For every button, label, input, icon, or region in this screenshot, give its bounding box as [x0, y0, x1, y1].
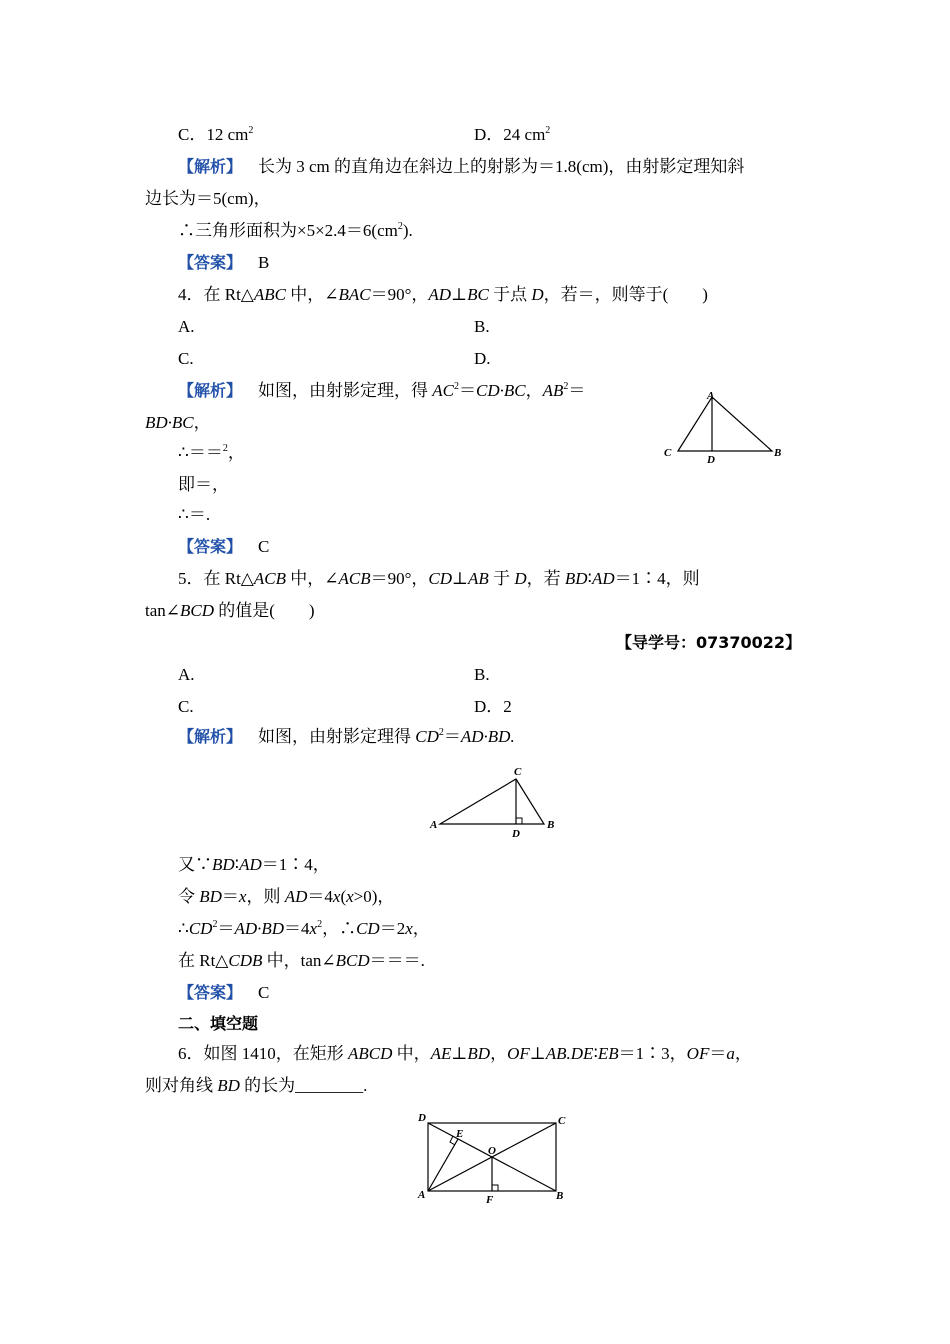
q4-label-d: D	[707, 454, 715, 466]
q4-answer: 【答案】 C	[178, 537, 270, 556]
q4-analysis-line2: BD·BC，	[145, 413, 211, 432]
answer-tag: 【答案】	[178, 537, 243, 556]
answer-tag: 【答案】	[178, 983, 243, 1002]
q5-analysis-line1: 【解析】 如图，由射影定理得 $CD^2=AD\cdot BD$.	[178, 727, 515, 746]
q6-stem-line1: 6．如图 1410，在矩形 ABCD 中，AE⊥BD，OF⊥AB.DE∶EB＝1∶3，OF＝a，	[178, 1044, 752, 1063]
q5-stem-line1: 5．在 Rt△ACB 中，∠ACB＝90°，CD⊥AB 于 D，若 BD∶AD＝1∶4，则	[178, 569, 700, 588]
q3-option-c: C．12 $cm^2$	[178, 125, 254, 144]
q3-answer: 【答案】 B	[178, 253, 270, 272]
q6-label-f: F	[486, 1194, 494, 1206]
q5-answer: 【答案】 C	[178, 983, 270, 1002]
q4-option-a: A.	[178, 317, 195, 336]
q5-analysis-line4: $\therefore CD^2=AD\cdot BD=4x^2$，∴CD＝2x，	[178, 919, 430, 938]
q4-analysis-line5: ∴＝.	[178, 505, 211, 524]
q5-label-b: B	[547, 819, 555, 831]
q6-label-e: E	[456, 1128, 464, 1140]
q5-option-b: B.	[474, 665, 490, 684]
q5-stem-line2: tan∠BCD 的值是( )	[145, 601, 315, 620]
q6-label-o: O	[488, 1145, 496, 1157]
q6-label-c: C	[558, 1115, 566, 1127]
guide-number: 【导学号：07370022】	[616, 633, 802, 652]
q5-analysis-line2: 又∵BD∶AD＝1∶4，	[178, 855, 330, 874]
q3-option-d: D．24 $cm^2$	[474, 125, 551, 144]
q4-label-a: A	[707, 390, 715, 402]
q6-rectangle-figure	[412, 1108, 572, 1208]
q6-label-d: D	[418, 1112, 426, 1124]
q6-label-a: A	[418, 1189, 426, 1201]
q5-option-c: C.	[178, 697, 194, 716]
q5-option-a: A.	[178, 665, 195, 684]
q3-analysis-line1: 【解析】 长为 3 cm 的直角边在斜边上的射影为＝1.8(cm)，由射影定理知斜	[178, 157, 745, 176]
q5-label-a: A	[430, 819, 438, 831]
q3-area-line: ∴三角形面积为$\times 5\times 2.4=6(cm^2)$.	[178, 221, 413, 240]
section-heading: 二、填空题	[178, 1014, 259, 1033]
q5-analysis-line5: 在 Rt△CDB 中，tan∠BCD＝＝＝.	[178, 951, 425, 970]
q4-option-c: C.	[178, 349, 194, 368]
q4-analysis-line4: 即＝，	[178, 475, 229, 494]
q4-label-b: B	[774, 447, 782, 459]
analysis-tag: 【解析】	[178, 727, 243, 746]
q4-option-b: B.	[474, 317, 490, 336]
q4-analysis-line1: 【解析】 如图，由射影定理，得 $AC^2=CD\cdot BC$，$AB^2=$	[178, 381, 586, 400]
q6-stem-line2: 则对角线 BD 的长为________.	[145, 1076, 368, 1095]
answer-tag: 【答案】	[178, 253, 243, 272]
q4-label-c: C	[664, 447, 672, 459]
q4-option-d: D.	[474, 349, 491, 368]
q4-stem: 4．在 Rt△ABC 中，∠BAC＝90°，AD⊥BC 于点 D，若＝，则等于( )	[178, 285, 708, 304]
q4-triangle-figure	[660, 388, 790, 468]
q6-label-b: B	[556, 1190, 564, 1202]
analysis-tag: 【解析】	[178, 381, 243, 400]
q4-analysis-line3: ∴＝＝$^2$，	[178, 443, 245, 462]
q5-analysis-line3: 令 BD＝x，则 AD＝4x(x>0)，	[178, 887, 395, 906]
q5-triangle-figure	[428, 764, 568, 844]
q3-analysis-line2: 边长为＝5(cm)，	[145, 189, 271, 208]
analysis-tag: 【解析】	[178, 157, 243, 176]
q5-label-d: D	[512, 828, 520, 840]
q5-option-d: D．2	[474, 697, 512, 716]
q5-label-c: C	[514, 766, 522, 778]
